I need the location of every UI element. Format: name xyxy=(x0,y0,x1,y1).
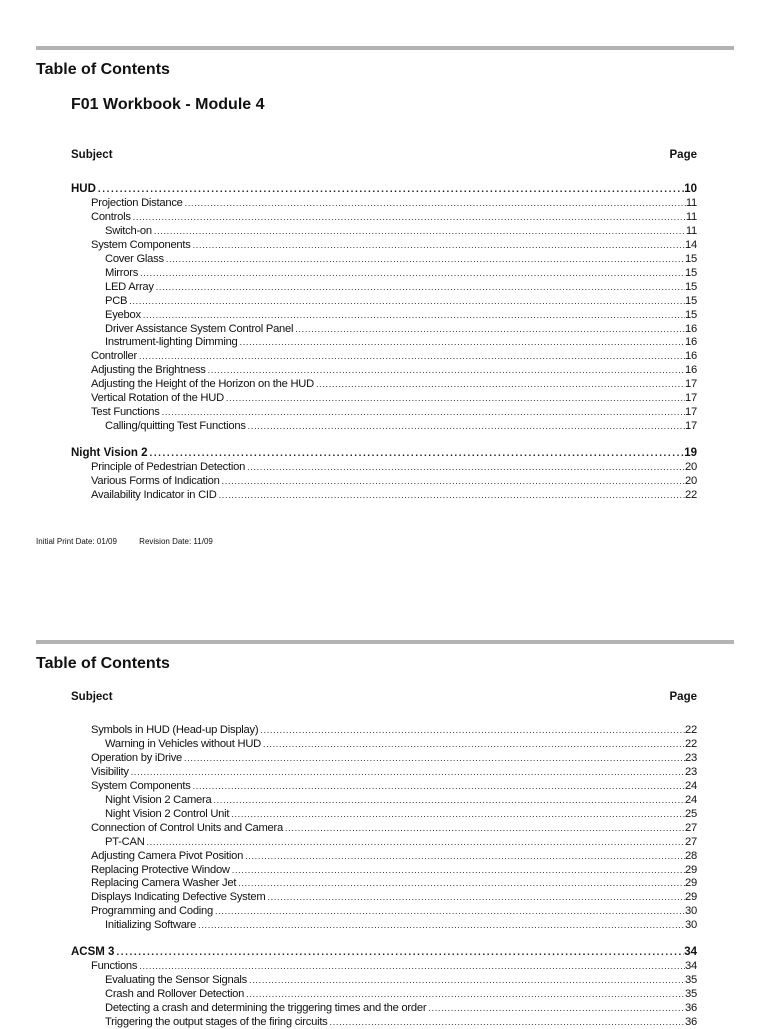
toc-entry-title: Various Forms of Indication xyxy=(91,475,220,487)
dot-leader xyxy=(98,182,684,196)
toc-entry-page: 35 xyxy=(685,988,697,1001)
toc-entry-title: Replacing Camera Washer Jet xyxy=(91,877,237,890)
dot-leader xyxy=(147,835,686,849)
dot-leader xyxy=(231,807,685,821)
dot-leader xyxy=(428,1001,685,1015)
toc-entry-title: Adjusting the Height of the Horizon on the HUD xyxy=(91,378,314,391)
toc-entry-title: Crash and Rollover Detection xyxy=(105,988,245,1001)
toc-entry-title: Adjusting Camera Pivot Position xyxy=(91,849,244,862)
toc-entry-title: Detecting a crash and determining the triggering times and the order xyxy=(105,1002,427,1015)
dot-leader xyxy=(240,335,686,349)
toc-entry-page: 29 xyxy=(685,891,697,904)
dot-leader xyxy=(232,863,685,877)
toc-entry-title: Operation by iDrive xyxy=(91,751,183,764)
dot-leader xyxy=(215,904,685,918)
toc-entry-page: 11 xyxy=(685,224,697,237)
toc-entry xyxy=(71,945,697,959)
dot-leader xyxy=(267,890,685,904)
toc-entry-page: 11 xyxy=(685,196,697,209)
toc-entry-title: Programming and Coding xyxy=(91,905,213,918)
toc-entry xyxy=(91,377,697,391)
toc-entry-page: 14 xyxy=(685,238,697,251)
toc-entry xyxy=(105,280,697,294)
toc-entry-title: Cover Glass xyxy=(105,252,164,265)
toc-entry-title: System Components xyxy=(91,238,191,251)
toc-entry xyxy=(91,196,697,210)
toc-entry xyxy=(91,863,697,877)
toc-entry xyxy=(105,1001,697,1015)
subject-header: Subject xyxy=(71,149,113,161)
toc-entry-title: Projection Distance xyxy=(91,196,183,209)
revision-date: Revision Date: 11/09 xyxy=(139,537,213,546)
dot-leader xyxy=(263,737,685,751)
toc-entry-title: Triggering the output stages of the firing circuits xyxy=(105,1016,328,1028)
toc-entry-page: 34 xyxy=(684,946,697,959)
subject-header: Subject xyxy=(71,691,113,703)
toc-entry-page: 16 xyxy=(685,336,697,349)
toc-entry-page: 28 xyxy=(685,849,697,862)
toc-entry-page: 22 xyxy=(685,737,697,750)
toc-entry xyxy=(105,419,697,433)
toc-entry-title: Symbols in HUD (Head-up Display) xyxy=(91,724,259,736)
dot-leader xyxy=(249,973,685,987)
dot-leader xyxy=(285,821,685,835)
toc-entry-title: Adjusting the Brightness xyxy=(91,364,206,377)
toc-entry xyxy=(91,405,697,419)
toc-entry-page: 24 xyxy=(685,793,697,806)
toc-entry xyxy=(105,918,697,932)
toc-entry xyxy=(105,807,697,821)
toc-entry xyxy=(105,987,697,1001)
toc-entry xyxy=(105,252,697,266)
toc-entry-title: Principle of Pedestrian Detection xyxy=(91,461,246,474)
dot-leader xyxy=(330,1015,686,1029)
top-rule xyxy=(36,46,734,50)
toc-entry-page: 27 xyxy=(685,821,697,834)
toc-entry xyxy=(91,959,697,973)
toc-entry-title: Replacing Protective Window xyxy=(91,863,230,876)
dot-leader xyxy=(219,488,685,502)
toc-entry xyxy=(91,751,697,765)
toc-entry-title: Driver Assistance System Control Panel xyxy=(105,322,294,335)
dot-leader xyxy=(246,987,685,1001)
toc-entry xyxy=(91,474,697,488)
toc-entry xyxy=(91,890,697,904)
toc-entry xyxy=(91,349,697,363)
toc-entry-title: Night Vision 2 Camera xyxy=(105,793,212,806)
toc-entry-page: 34 xyxy=(685,960,697,973)
dot-leader xyxy=(295,322,685,336)
print-date: Initial Print Date: 01/09 xyxy=(36,537,117,546)
dot-leader xyxy=(198,918,685,932)
toc-entry-page: 17 xyxy=(685,378,697,391)
dot-leader xyxy=(149,446,684,460)
toc-entry-page: 15 xyxy=(685,252,697,265)
toc-entry-page: 27 xyxy=(685,835,697,848)
toc-entry-title: Availability Indicator in CID xyxy=(91,488,217,501)
toc-entry-page: 17 xyxy=(685,406,697,419)
toc-entry xyxy=(91,821,697,835)
toc-entry-title: Vertical Rotation of the HUD xyxy=(91,392,224,405)
dot-leader xyxy=(238,876,685,890)
page-header: Page xyxy=(669,149,697,161)
toc-entry-title: Connection of Control Units and Camera xyxy=(91,821,283,834)
toc-entry xyxy=(91,363,697,377)
footer xyxy=(36,537,233,547)
toc-entry-page: 15 xyxy=(685,266,697,279)
toc-entry xyxy=(91,210,697,224)
toc-entry-title: Controller xyxy=(91,350,137,363)
dot-leader xyxy=(193,779,685,793)
toc-entry-page: 36 xyxy=(685,1016,697,1028)
module-title: F01 Workbook - Module 4 xyxy=(71,96,265,113)
dot-leader xyxy=(260,723,685,737)
dot-leader xyxy=(133,210,686,224)
toc-entry xyxy=(105,322,697,336)
toc-entry-page: 22 xyxy=(685,488,697,501)
toc-entry-title: Controls xyxy=(91,210,131,223)
toc-entry-page: 17 xyxy=(685,392,697,405)
toc-entry xyxy=(91,779,697,793)
dot-leader xyxy=(139,959,685,973)
section-rule xyxy=(36,640,734,644)
dot-leader xyxy=(193,238,685,252)
toc-entry xyxy=(91,723,697,737)
toc-entry xyxy=(105,335,697,349)
toc-entry xyxy=(71,446,697,460)
dot-leader xyxy=(129,294,685,308)
toc-entry-title: HUD xyxy=(71,183,96,195)
toc-entry-title: Night Vision 2 xyxy=(71,447,148,460)
toc-entry xyxy=(105,224,697,238)
dot-leader xyxy=(208,363,685,377)
dot-leader xyxy=(213,793,685,807)
dot-leader xyxy=(185,196,686,210)
toc-entry xyxy=(105,793,697,807)
toc-entry-title: Functions xyxy=(91,960,138,973)
dot-leader xyxy=(222,474,685,488)
toc-entry-page: 23 xyxy=(685,765,697,778)
toc-entry-page: 23 xyxy=(685,751,697,764)
toc-entry-page: 15 xyxy=(685,294,697,307)
toc-entry-page: 24 xyxy=(685,779,697,792)
toc-entry-page: 29 xyxy=(685,877,697,890)
toc-entry xyxy=(105,294,697,308)
toc-entry xyxy=(91,904,697,918)
toc-entry-title: Night Vision 2 Control Unit xyxy=(105,807,230,820)
toc-entry-page: 16 xyxy=(685,364,697,377)
toc-entry-page: 16 xyxy=(685,322,697,335)
dot-leader xyxy=(226,391,685,405)
section-title: Table of Contents xyxy=(36,655,170,672)
page-header: Page xyxy=(669,691,697,703)
dot-leader xyxy=(116,945,684,959)
toc-entry xyxy=(105,973,697,987)
toc-entry-title: Warning in Vehicles without HUD xyxy=(105,737,261,750)
toc-entry xyxy=(105,737,697,751)
toc-entry-title: Calling/quitting Test Functions xyxy=(105,420,246,433)
toc-entry-title: Instrument-lighting Dimming xyxy=(105,336,238,349)
toc-entry-page: 15 xyxy=(685,308,697,321)
toc-entry-page: 10 xyxy=(684,183,697,195)
dot-leader xyxy=(166,252,685,266)
toc-entry-page: 30 xyxy=(685,919,697,932)
dot-leader xyxy=(245,849,685,863)
toc-entry-page: 20 xyxy=(685,461,697,474)
page-title: Table of Contents xyxy=(36,61,170,78)
toc-entry xyxy=(105,266,697,280)
dot-leader xyxy=(139,349,685,363)
dot-leader xyxy=(143,308,685,322)
toc-entry xyxy=(91,849,697,863)
dot-leader xyxy=(154,224,686,238)
toc-entry-title: Evaluating the Sensor Signals xyxy=(105,974,248,987)
toc-entry-title: Displays Indicating Defective System xyxy=(91,891,266,904)
toc-entry-title: Initializing Software xyxy=(105,919,197,932)
toc-entry xyxy=(91,238,697,252)
toc-entry-page: 22 xyxy=(685,724,697,736)
dot-leader xyxy=(316,377,685,391)
toc-entry-page: 30 xyxy=(685,905,697,918)
toc-entry-title: PCB xyxy=(105,294,128,307)
toc-entry-title: Eyebox xyxy=(105,308,141,321)
toc-entry-page: 17 xyxy=(685,420,697,433)
toc-entry-title: Mirrors xyxy=(105,266,139,279)
toc-entry xyxy=(91,765,697,779)
toc-entry-page: 20 xyxy=(685,475,697,487)
dot-leader xyxy=(247,460,685,474)
toc-entry-page: 35 xyxy=(685,974,697,987)
dot-leader xyxy=(248,419,685,433)
dot-leader xyxy=(156,280,685,294)
toc-entry-page: 25 xyxy=(685,807,697,820)
toc-entry xyxy=(105,835,697,849)
toc-entry-title: Visibility xyxy=(91,765,129,778)
toc-entry-page: 15 xyxy=(685,280,697,293)
dot-leader xyxy=(162,405,685,419)
toc-entry-title: System Components xyxy=(91,779,191,792)
dot-leader xyxy=(131,765,685,779)
toc-entry xyxy=(71,182,697,196)
toc-entry-page: 29 xyxy=(685,863,697,876)
toc-entry-title: ACSM 3 xyxy=(71,946,115,959)
dot-leader xyxy=(140,266,685,280)
toc-entry-title: Switch-on xyxy=(105,224,152,237)
toc-entry xyxy=(91,460,697,474)
toc-entry xyxy=(105,308,697,322)
toc-entry xyxy=(91,391,697,405)
toc-entry-page: 36 xyxy=(685,1002,697,1015)
toc-entry xyxy=(91,876,697,890)
toc-entry-title: LED Array xyxy=(105,280,154,293)
toc-entry xyxy=(105,1015,697,1029)
toc-entry-page: 16 xyxy=(685,350,697,363)
dot-leader xyxy=(184,751,685,765)
toc-entry-page: 11 xyxy=(685,210,697,223)
toc-entry xyxy=(91,488,697,502)
toc-entry-page: 19 xyxy=(684,447,697,460)
toc-entry-title: PT-CAN xyxy=(105,835,145,848)
toc-entry-title: Test Functions xyxy=(91,406,160,419)
